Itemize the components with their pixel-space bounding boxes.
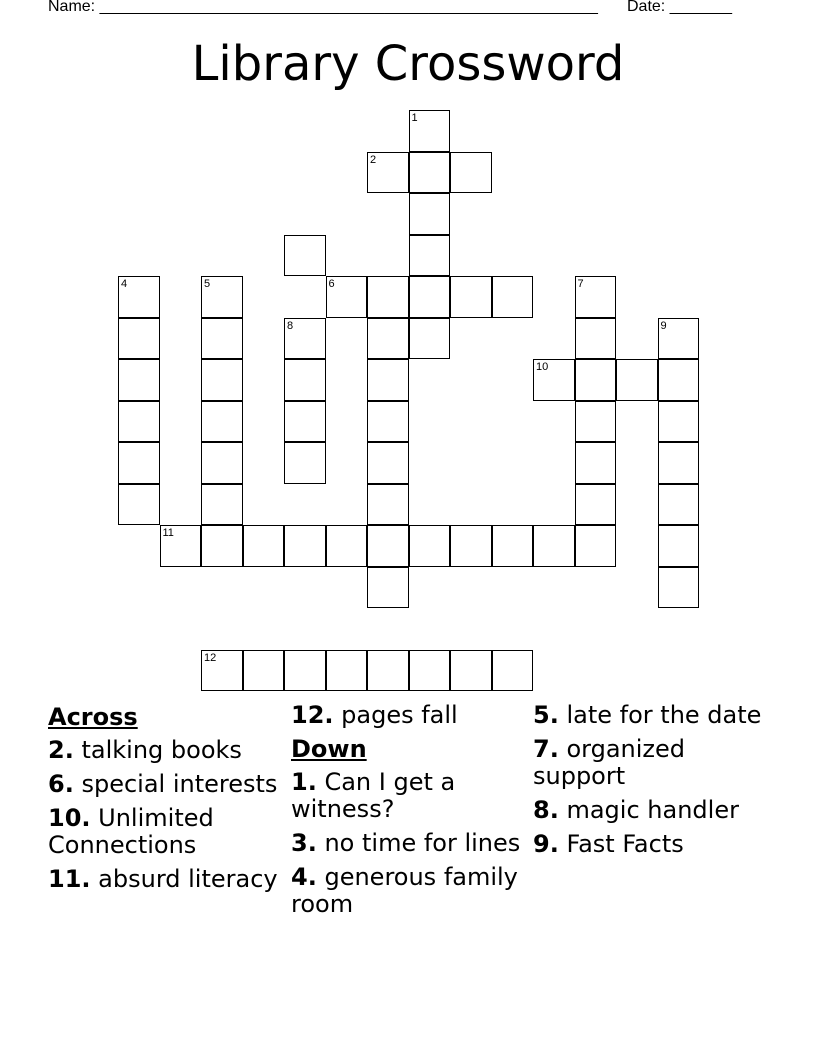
clue-text: late for the date	[566, 701, 762, 729]
grid-cell[interactable]	[326, 276, 368, 318]
clue-column-3	[533, 702, 769, 865]
name-field: Name: ________________________________________________________	[48, 0, 598, 15]
grid-cell[interactable]	[658, 401, 700, 443]
grid-cell[interactable]	[118, 442, 160, 484]
grid-cell[interactable]	[575, 525, 617, 567]
clue-text: magic handler	[566, 796, 739, 824]
across-heading: Across	[48, 703, 138, 731]
down-clue	[291, 864, 527, 918]
date-field: Date: _______	[627, 0, 732, 15]
grid-cell[interactable]	[118, 484, 160, 526]
grid-cell[interactable]	[409, 276, 451, 318]
grid-cell[interactable]	[409, 110, 451, 152]
down-clue	[533, 702, 769, 729]
clue-number: 12.	[291, 701, 334, 729]
down-heading: Down	[291, 735, 367, 763]
grid-cell[interactable]	[575, 276, 617, 318]
across-clue	[48, 805, 284, 859]
grid-cell[interactable]	[492, 650, 534, 692]
grid-cell[interactable]	[243, 525, 285, 567]
cell-number: 8	[287, 319, 294, 332]
down-clue	[533, 831, 769, 858]
grid-cell[interactable]	[367, 525, 409, 567]
cell-number: 5	[204, 278, 211, 290]
grid-cell[interactable]	[658, 359, 700, 401]
clue-text: Can I get a witness?	[291, 768, 456, 823]
grid-cell[interactable]	[284, 650, 326, 692]
grid-cell[interactable]	[201, 276, 243, 318]
grid-cell[interactable]	[533, 359, 575, 401]
grid-cell[interactable]	[409, 650, 451, 692]
cell-number: 11	[162, 527, 174, 539]
grid-cell[interactable]	[450, 152, 492, 194]
grid-cell[interactable]	[658, 442, 700, 484]
grid-cell[interactable]	[367, 401, 409, 443]
grid-cell[interactable]	[450, 650, 492, 692]
grid-cell[interactable]	[367, 442, 409, 484]
clue-text: absurd literacy	[98, 865, 278, 893]
grid-cell[interactable]	[201, 484, 243, 526]
grid-cell[interactable]	[658, 525, 700, 567]
cell-number: 4	[121, 278, 128, 290]
down-clue	[533, 736, 769, 790]
grid-cell[interactable]	[575, 442, 617, 484]
clue-text: organized support	[533, 735, 686, 790]
grid-cell[interactable]	[658, 484, 700, 526]
grid-cell[interactable]	[616, 359, 658, 401]
grid-cell[interactable]	[492, 276, 534, 318]
grid-cell[interactable]	[409, 152, 451, 194]
grid-cell[interactable]	[409, 525, 451, 567]
clue-number: 4.	[291, 863, 317, 891]
grid-cell[interactable]	[367, 318, 409, 360]
grid-cell[interactable]	[575, 359, 617, 401]
grid-cell[interactable]	[201, 650, 243, 692]
grid-cell[interactable]	[118, 276, 160, 318]
grid-cell[interactable]	[367, 359, 409, 401]
page-title: Library Crossword	[191, 36, 625, 92]
grid-cell[interactable]	[367, 152, 409, 194]
clue-number: 11.	[48, 865, 91, 893]
across-clue	[48, 771, 284, 798]
grid-cell[interactable]	[450, 525, 492, 567]
grid-cell[interactable]	[201, 318, 243, 360]
cell-number: 10	[536, 361, 549, 373]
clue-number: 9.	[533, 830, 559, 858]
across-clue	[48, 737, 284, 764]
clue-number: 8.	[533, 796, 559, 824]
grid-cell[interactable]	[409, 318, 451, 360]
clue-text: generous family room	[291, 863, 518, 918]
grid-cell[interactable]	[284, 318, 326, 360]
clue-column-1	[48, 702, 284, 900]
clue-number: 1.	[291, 768, 317, 796]
clue-text: Fast Facts	[566, 830, 684, 858]
grid-cell[interactable]	[450, 276, 492, 318]
clue-column-2	[291, 702, 527, 925]
grid-cell[interactable]	[118, 401, 160, 443]
clue-number: 5.	[533, 701, 559, 729]
down-clue	[533, 797, 769, 824]
grid-cell[interactable]	[326, 650, 368, 692]
clue-number: 3.	[291, 829, 317, 857]
across-clue	[48, 866, 284, 893]
grid-cell[interactable]	[492, 525, 534, 567]
clue-text: no time for lines	[324, 829, 521, 857]
grid-cell[interactable]	[243, 650, 285, 692]
grid-cell[interactable]	[409, 235, 451, 277]
cell-number: 2	[370, 153, 377, 166]
grid-cell[interactable]	[284, 359, 326, 401]
cell-number: 6	[328, 278, 335, 290]
clue-number: 7.	[533, 735, 559, 763]
clue-number: 2.	[48, 736, 74, 764]
grid-cell[interactable]	[201, 442, 243, 484]
cell-number: 7	[577, 278, 584, 290]
grid-cell[interactable]	[284, 442, 326, 484]
down-clue	[291, 830, 527, 857]
grid-cell[interactable]	[118, 359, 160, 401]
grid-cell[interactable]	[575, 318, 617, 360]
grid-cell[interactable]	[575, 484, 617, 526]
down-clue	[291, 769, 527, 823]
grid-cell[interactable]	[575, 401, 617, 443]
grid-cell[interactable]	[118, 318, 160, 360]
grid-cell[interactable]	[201, 401, 243, 443]
cell-number: 9	[660, 319, 667, 332]
clue-text: special interests	[81, 770, 278, 798]
grid-cell[interactable]	[409, 193, 451, 235]
across-clue	[291, 702, 527, 729]
grid-cell[interactable]	[658, 318, 700, 360]
grid-cell[interactable]	[367, 567, 409, 609]
grid-cell[interactable]	[201, 525, 243, 567]
grid-cell[interactable]	[201, 359, 243, 401]
clue-text: pages fall	[341, 701, 458, 729]
clue-number: 6.	[48, 770, 74, 798]
grid-cell[interactable]	[533, 525, 575, 567]
grid-cell[interactable]	[367, 484, 409, 526]
grid-cell[interactable]	[326, 525, 368, 567]
cell-number: 1	[411, 112, 418, 124]
grid-cell[interactable]	[284, 525, 326, 567]
clue-text: talking books	[81, 736, 242, 764]
grid-cell[interactable]	[160, 525, 202, 567]
cell-number: 12	[204, 651, 217, 664]
grid-cell[interactable]	[284, 235, 326, 277]
clue-text: Unlimited Connections	[48, 804, 214, 859]
clue-number: 10.	[48, 804, 91, 832]
grid-cell[interactable]	[284, 401, 326, 443]
grid-cell[interactable]	[658, 567, 700, 609]
grid-cell[interactable]	[367, 650, 409, 692]
grid-cell[interactable]	[367, 276, 409, 318]
